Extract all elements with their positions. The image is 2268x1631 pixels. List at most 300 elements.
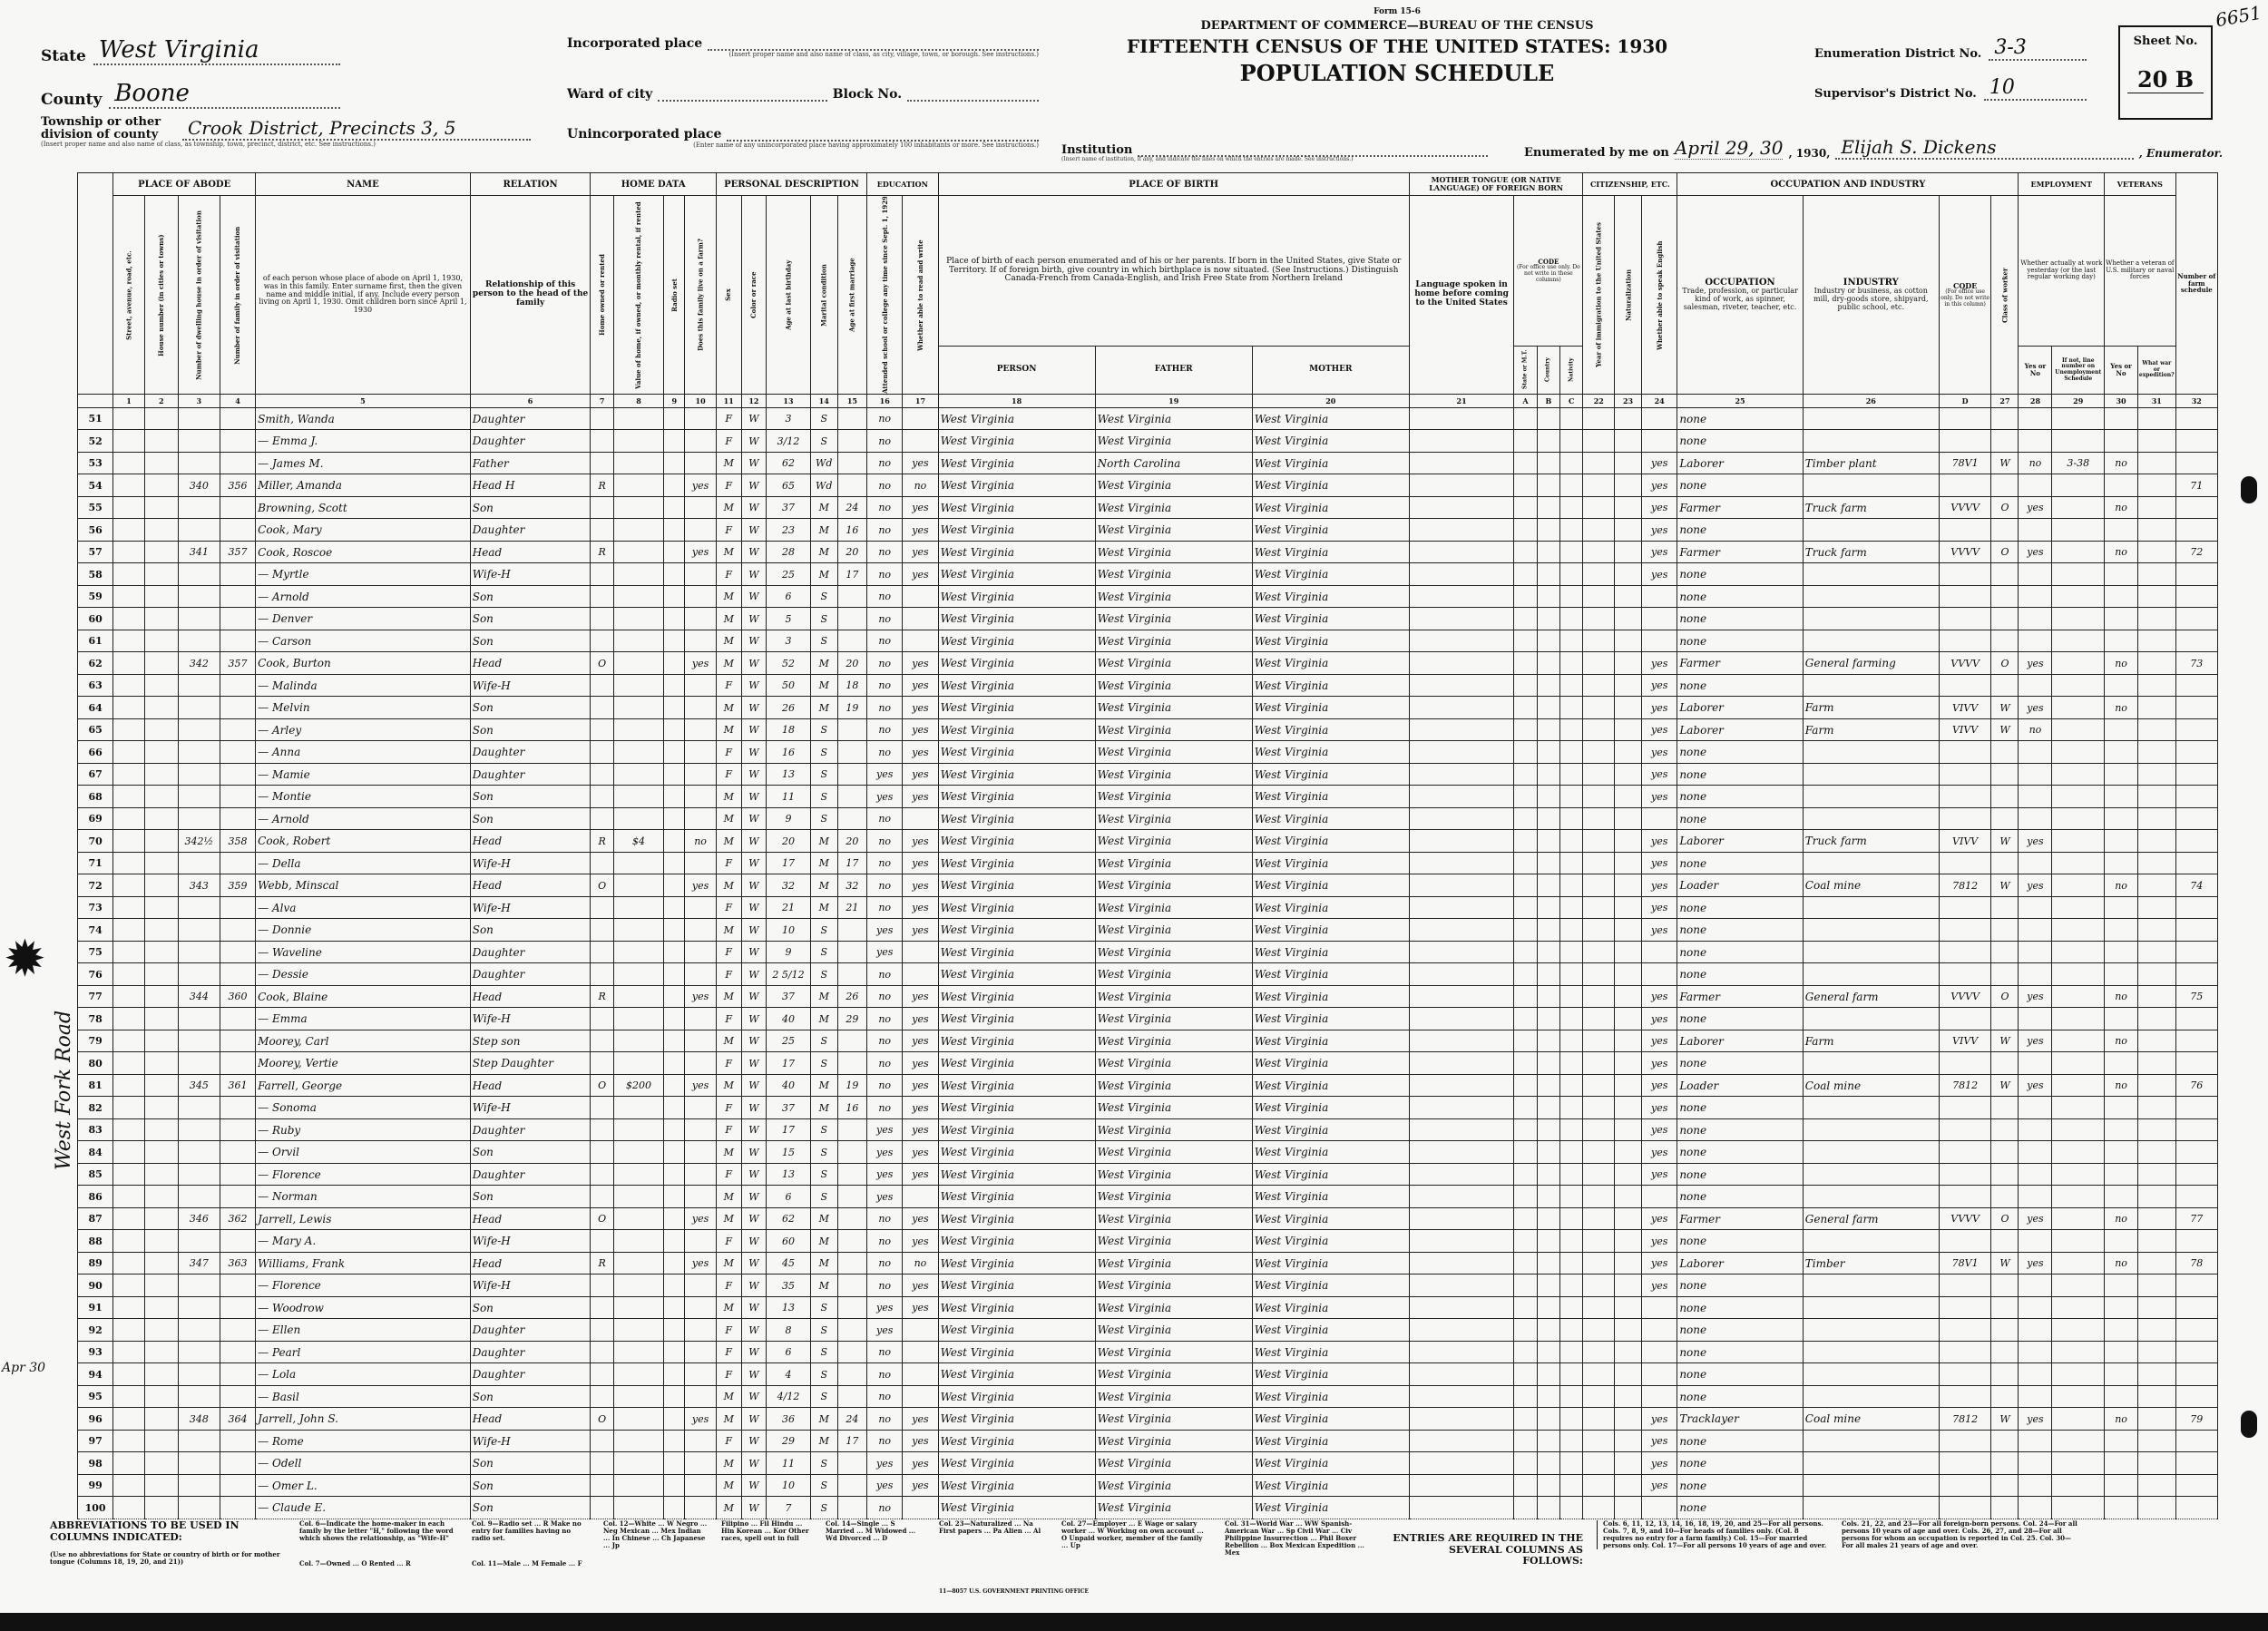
cell-age: 25 [767,1030,810,1052]
cell-relation: Father [470,452,591,474]
entries-a: Cols. 6, 11, 12, 13, 14, 16, 18, 19, 20, and 25—For all persons. Cols. 7, 8, 9, and 10—For heads of families only. (Col. 8 requires no entry for a farm family.) Col. 15—For married persons only. Col. 17—For all persons 10 years of age and over. [1597,1520,1830,1549]
cell-occupation: none [1677,1341,1803,1363]
cell-school: no [867,985,903,1008]
cell-value [613,697,663,719]
cell-birth-mother: West Virginia [1252,985,1409,1008]
cell-house [144,1097,178,1119]
cell-radio [664,763,685,786]
cell-relation: Head [470,1408,591,1431]
cell-school: no [867,1052,903,1075]
cell-farm [685,741,717,764]
cell-nat [1615,496,1642,519]
column-number: 16 [867,394,903,407]
cell-value [613,1385,663,1408]
cell-war [2138,652,2176,675]
cell-read: yes [903,763,938,786]
cell-age: 37 [767,496,810,519]
cell-war [2138,630,2176,652]
cell-occupation: none [1677,1497,1803,1519]
cell-age-marriage [837,1186,866,1208]
cell-family [220,608,255,630]
cell-code [1939,674,1991,697]
cell-dwelling [178,1008,220,1030]
ed-label: Enumeration District No. [1814,47,1982,61]
cell-value [613,1319,663,1342]
cell-industry [1803,1275,1939,1297]
cell-lang [1409,807,1513,830]
cell-age: 25 [767,563,810,586]
cell-home [591,674,613,697]
cell-school: no [867,1408,903,1431]
cell-age-marriage: 21 [837,896,866,919]
cell-farm: yes [685,1074,717,1097]
cell-veteran [2105,585,2138,608]
cell-class [1991,1052,2019,1075]
cell-industry: Timber [1803,1252,1939,1275]
cell-radio [664,585,685,608]
cell-unemp [2052,585,2105,608]
cell-value [613,1452,663,1475]
cell-name: — Orvil [256,1141,471,1164]
cell-occupation: Loader [1677,1074,1803,1097]
cell-nat [1615,1230,1642,1253]
cell-birth-father: West Virginia [1095,541,1252,563]
cell-house [144,1230,178,1253]
cell-year [1583,718,1615,741]
cell-birth-person: West Virginia [938,1118,1095,1141]
cell-code [1939,963,1991,986]
column-number: 1 [113,394,145,407]
cell-nat [1615,430,1642,453]
cell-street [113,1275,145,1297]
cell-birth-father: West Virginia [1095,1408,1252,1431]
cell-speak: yes [1642,741,1677,764]
cell-nat [1615,896,1642,919]
cell-dwelling: 341 [178,541,220,563]
cell-speak: yes [1642,1452,1677,1475]
header-c25-title: OCCUPATION [1705,278,1775,288]
cell-at-work [2019,1474,2052,1497]
header-cD-title: CODE [1952,280,1978,290]
cell-age-marriage [837,1296,866,1319]
cell-name: — Omer L. [256,1474,471,1497]
cell-code: 7812 [1939,1408,1991,1431]
cell-codeB [1537,519,1559,542]
cell-value [613,563,663,586]
cell-name: — Myrtle [256,563,471,586]
cell-farm [685,763,717,786]
cell-sex: F [716,1008,741,1030]
cell-birth-father: West Virginia [1095,1141,1252,1164]
cell-birth-mother: West Virginia [1252,674,1409,697]
cell-relation: Son [470,807,591,830]
cell-race: W [741,585,767,608]
cell-unemp [2052,1296,2105,1319]
group-personal-description: PERSONAL DESCRIPTION [716,173,866,196]
cell-marital: M [810,830,837,853]
cell-sex: M [716,919,741,942]
cell-sex: F [716,563,741,586]
cell-farm-sched [2175,1363,2217,1386]
cell-radio [664,1363,685,1386]
column-number: 28 [2019,394,2052,407]
cell-codeC [1560,830,1583,853]
cell-marital: M [810,1207,837,1230]
cell-radio [664,474,685,497]
cell-home [591,919,613,942]
cell-nat [1615,697,1642,719]
cell-house [144,741,178,764]
cell-home [591,1275,613,1297]
cell-industry [1803,807,1939,830]
cell-code [1939,919,1991,942]
cell-veteran [2105,1275,2138,1297]
cell-occupation: Laborer [1677,452,1803,474]
cell-farm-sched [2175,718,2217,741]
column-number: 9 [664,394,685,407]
cell-speak: yes [1642,830,1677,853]
cell-age-marriage: 20 [837,830,866,853]
cell-farm-sched [2175,697,2217,719]
cell-school: no [867,1341,903,1363]
cell-dwelling: 345 [178,1074,220,1097]
cell-age: 6 [767,1341,810,1363]
cell-class: O [1991,985,2019,1008]
cell-line: 62 [78,652,113,675]
cell-race: W [741,1097,767,1119]
cell-codeA [1514,852,1537,874]
cell-codeC [1560,1430,1583,1452]
cell-farm [685,697,717,719]
cell-codeB [1537,985,1559,1008]
cell-speak: yes [1642,718,1677,741]
cell-birth-person: West Virginia [938,852,1095,874]
table-row [78,697,2218,719]
cell-dwelling: 344 [178,985,220,1008]
cell-home: O [591,652,613,675]
cell-radio [664,452,685,474]
cell-value [613,585,663,608]
cell-industry [1803,1319,1939,1342]
cell-farm [685,1474,717,1497]
table-row [78,1097,2218,1119]
cell-age-marriage [837,763,866,786]
cell-age: 40 [767,1074,810,1097]
cell-birth-father: West Virginia [1095,1430,1252,1452]
cell-birth-father: West Virginia [1095,1474,1252,1497]
cell-birth-father: West Virginia [1095,919,1252,942]
cell-read: yes [903,452,938,474]
block-label: Block No. [832,87,903,102]
cell-occupation: none [1677,585,1803,608]
cell-home [591,718,613,741]
cell-relation: Son [470,1186,591,1208]
cell-class [1991,630,2019,652]
cell-veteran [2105,718,2138,741]
cell-radio [664,407,685,430]
cell-veteran [2105,1296,2138,1319]
cell-marital: S [810,407,837,430]
cell-codeC [1560,1497,1583,1519]
cell-unemp [2052,741,2105,764]
header-c29: If not, line number on Unemployment Schedule [2052,346,2105,394]
cell-street [113,1097,145,1119]
cell-name: — Ruby [256,1118,471,1141]
cell-birth-person: West Virginia [938,1074,1095,1097]
cell-codeC [1560,474,1583,497]
cell-farm-sched [2175,941,2217,963]
table-row [78,1474,2218,1497]
cell-code [1939,1497,1991,1519]
cell-birth-mother: West Virginia [1252,697,1409,719]
cell-age-marriage: 17 [837,563,866,586]
cell-year [1583,496,1615,519]
cell-family [220,585,255,608]
cell-street [113,786,145,808]
cell-relation: Son [470,1474,591,1497]
table-row [78,541,2218,563]
cell-birth-father: West Virginia [1095,1341,1252,1363]
cell-farm-sched [2175,496,2217,519]
cell-class: W [1991,1408,2019,1431]
cell-home: O [591,1074,613,1097]
cell-class [1991,519,2019,542]
table-row [78,563,2218,586]
cell-age: 29 [767,1430,810,1452]
cell-birth-mother: West Virginia [1252,896,1409,919]
cell-dwelling [178,1363,220,1386]
cell-year [1583,786,1615,808]
cell-war [2138,1363,2176,1386]
cell-farm [685,1296,717,1319]
cell-speak: yes [1642,452,1677,474]
cell-industry [1803,941,1939,963]
cell-name: — Emma J. [256,430,471,453]
cell-year [1583,941,1615,963]
cell-age-marriage [837,919,866,942]
header-cB: Country [1537,346,1559,394]
cell-nat [1615,1319,1642,1342]
cell-war [2138,874,2176,897]
cell-farm-sched: 79 [2175,1408,2217,1431]
cell-birth-mother: West Virginia [1252,541,1409,563]
cell-farm-sched [2175,741,2217,764]
cell-unemp [2052,474,2105,497]
cell-school: no [867,474,903,497]
cell-codeC [1560,519,1583,542]
cell-farm-sched [2175,1163,2217,1186]
cell-line: 66 [78,741,113,764]
cell-read [903,1341,938,1363]
cell-codeA [1514,1408,1537,1431]
cell-street [113,1052,145,1075]
cell-value [613,763,663,786]
cell-home [591,896,613,919]
cell-sex: F [716,1275,741,1297]
cell-value [613,896,663,919]
cell-sex: F [716,519,741,542]
cell-codeC [1560,963,1583,986]
cell-marital: S [810,1118,837,1141]
cell-dwelling [178,1141,220,1164]
cell-veteran [2105,830,2138,853]
cell-family [220,1296,255,1319]
cell-dwelling [178,1052,220,1075]
cell-farm [685,1497,717,1519]
cell-marital: S [810,786,837,808]
cell-occupation: none [1677,741,1803,764]
cell-veteran [2105,1341,2138,1363]
cell-industry [1803,1474,1939,1497]
cell-race: W [741,718,767,741]
cell-unemp [2052,1408,2105,1431]
column-number: 23 [1615,394,1642,407]
cell-industry [1803,786,1939,808]
column-number: 2 [144,394,178,407]
cell-lang [1409,830,1513,853]
header-cD [1939,196,1991,395]
cell-class [1991,786,2019,808]
cell-class: W [1991,452,2019,474]
cell-occupation: Laborer [1677,1252,1803,1275]
cell-birth-mother: West Virginia [1252,1363,1409,1386]
cell-home [591,741,613,764]
cell-lang [1409,1275,1513,1297]
cell-dwelling [178,430,220,453]
cell-codeC [1560,652,1583,675]
cell-year [1583,474,1615,497]
cell-home [591,1030,613,1052]
cell-relation: Daughter [470,1118,591,1141]
cell-farm [685,896,717,919]
cell-veteran: no [2105,985,2138,1008]
cell-read [903,1186,938,1208]
cell-code [1939,1341,1991,1363]
cell-industry: Timber plant [1803,452,1939,474]
cell-nat [1615,608,1642,630]
cell-marital: M [810,1252,837,1275]
cell-unemp [2052,963,2105,986]
cell-birth-person: West Virginia [938,830,1095,853]
cell-birth-mother: West Virginia [1252,430,1409,453]
cell-dwelling [178,608,220,630]
cell-farm [685,1385,717,1408]
cell-codeB [1537,718,1559,741]
cell-read: yes [903,697,938,719]
cell-code [1939,786,1991,808]
cell-birth-mother: West Virginia [1252,474,1409,497]
cell-lang [1409,1319,1513,1342]
cell-relation: Son [470,585,591,608]
table-row [78,985,2218,1008]
cell-occupation: none [1677,1097,1803,1119]
cell-year [1583,1030,1615,1052]
cell-school: no [867,430,903,453]
cell-race: W [741,1207,767,1230]
cell-birth-mother: West Virginia [1252,407,1409,430]
cell-birth-mother: West Virginia [1252,1452,1409,1475]
enumerator-label: , Enumerator. [2138,147,2223,160]
cell-family [220,1341,255,1363]
block-value [907,87,1039,102]
cell-marital: Wd [810,452,837,474]
cell-line: 79 [78,1030,113,1052]
header-c2: House number (in cities or towns) [144,196,178,395]
cell-class [1991,1341,2019,1363]
cell-race: W [741,1118,767,1141]
column-number: 25 [1677,394,1803,407]
cell-street [113,474,145,497]
cell-unemp [2052,1430,2105,1452]
cell-home [591,786,613,808]
cell-codeA [1514,941,1537,963]
cell-birth-mother: West Virginia [1252,1319,1409,1342]
cell-age-marriage: 26 [837,985,866,1008]
cell-school: no [867,1097,903,1119]
cell-sex: M [716,830,741,853]
cell-codeC [1560,1097,1583,1119]
cell-family [220,674,255,697]
cell-birth-father: West Virginia [1095,1363,1252,1386]
cell-lang [1409,1408,1513,1431]
cell-speak: yes [1642,1163,1677,1186]
cell-birth-mother: West Virginia [1252,786,1409,808]
cell-nat [1615,1141,1642,1164]
cell-house [144,563,178,586]
cell-lang [1409,1230,1513,1253]
cell-sex: F [716,1363,741,1386]
cell-veteran [2105,474,2138,497]
cell-birth-person: West Virginia [938,1497,1095,1519]
cell-radio [664,1474,685,1497]
cell-unemp [2052,652,2105,675]
cell-house [144,519,178,542]
cell-street [113,608,145,630]
cell-race: W [741,963,767,986]
cell-read: yes [903,896,938,919]
cell-relation: Step son [470,1030,591,1052]
cell-farm-sched [2175,963,2217,986]
cell-dwelling: 343 [178,874,220,897]
cell-read: yes [903,1275,938,1297]
cell-codeC [1560,452,1583,474]
cell-unemp [2052,1319,2105,1342]
group-place-of-abode: PLACE OF ABODE [113,173,256,196]
sheet-value: 20 B [2127,66,2204,93]
cell-veteran [2105,608,2138,630]
cell-codeB [1537,1074,1559,1097]
cell-industry [1803,1186,1939,1208]
cell-house [144,1141,178,1164]
cell-lang [1409,1296,1513,1319]
header-c12: Color or race [741,196,767,395]
cell-veteran: no [2105,452,2138,474]
cell-home [591,519,613,542]
cell-war [2138,1118,2176,1141]
cell-codeA [1514,1497,1537,1519]
cell-school: yes [867,941,903,963]
cell-class: W [1991,1252,2019,1275]
department-line: DEPARTMENT OF COMMERCE—BUREAU OF THE CENSUS [1200,19,1594,33]
cell-dwelling [178,1385,220,1408]
cell-codeC [1560,1341,1583,1363]
cell-age-marriage: 19 [837,1074,866,1097]
cell-farm-sched: 71 [2175,474,2217,497]
cell-farm-sched [2175,1052,2217,1075]
cell-home: R [591,830,613,853]
cell-sex: M [716,807,741,830]
cell-unemp [2052,763,2105,786]
